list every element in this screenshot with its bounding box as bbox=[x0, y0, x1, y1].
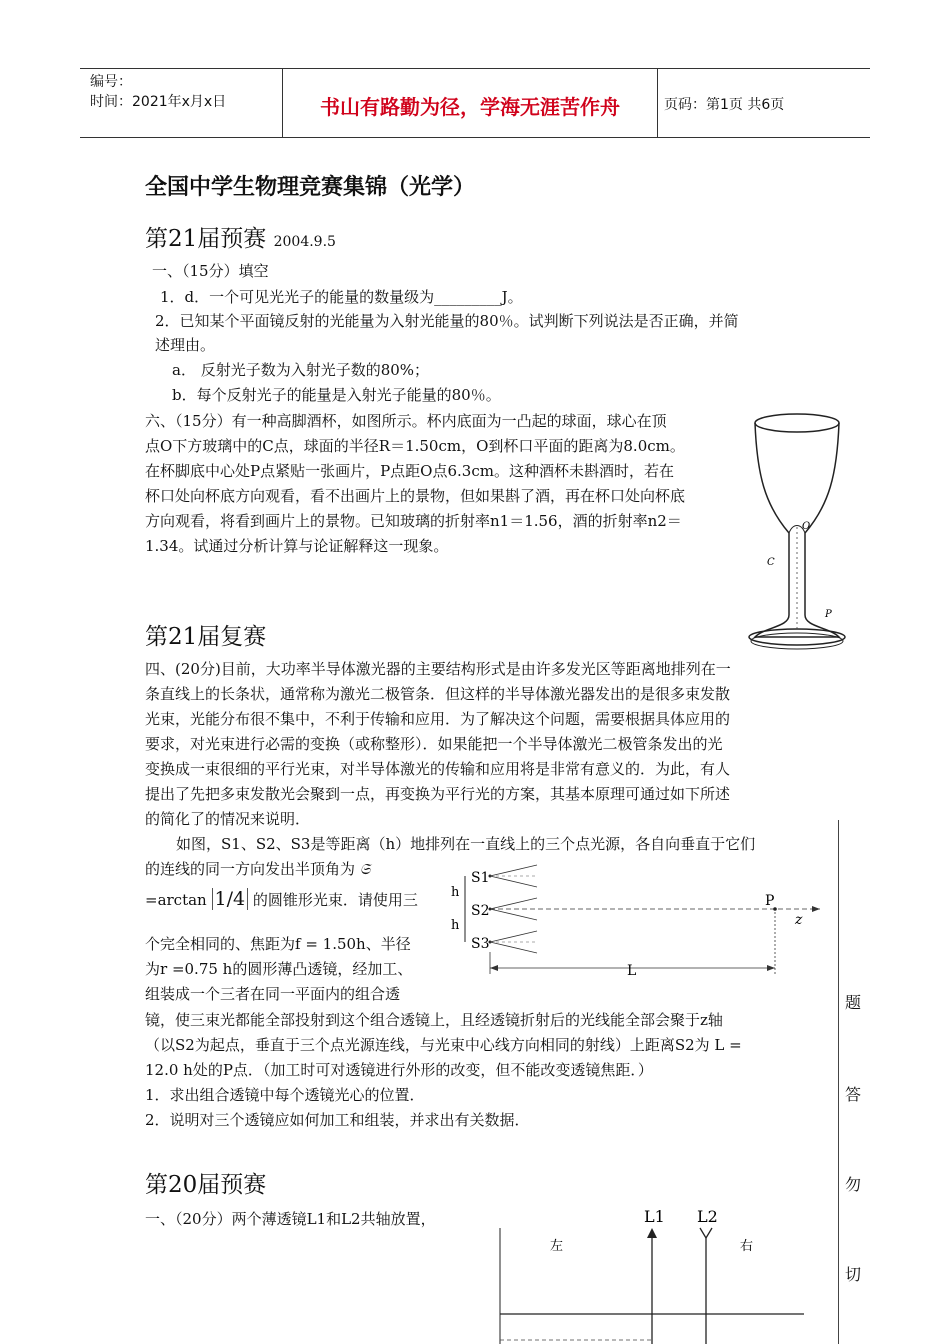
text-line bbox=[145, 857, 370, 881]
text-line: 一、（20分）两个薄透镜L1和L2共轴放置， bbox=[145, 1210, 436, 1228]
page-label: 页码：第1页 共6页 bbox=[664, 97, 785, 113]
text-line bbox=[145, 887, 418, 912]
text-line: 方向观看，将看到画片上的景物。已知玻璃的折射率n1＝1.56，酒的折射率n2＝ bbox=[145, 512, 682, 530]
text-line: 12.0 h处的P点．（加工时可对透镜进行外形的改变，但不能改变透镜焦距．） bbox=[145, 1061, 653, 1079]
text-line: 要求，对光束进行必需的变换（或称整形）．如果能把一个半导体激光二极管条发出的光 bbox=[145, 735, 723, 753]
text-line: 提出了先把多束发散光会聚到一点，再变换为平行光的方案，其基本原理可通过如下所述 bbox=[145, 785, 731, 803]
text-line: 杯口处向杯底方向观看，看不出画片上的景物，但如果斟了酒，再在杯口处向杯底 bbox=[145, 487, 686, 505]
text-line: 四、(20分)目前，大功率半导体激光器的主要结构形式是由许多发光区等距离地排列在一 bbox=[145, 660, 731, 678]
label-h: h bbox=[451, 885, 460, 900]
text-line: 一、（15分）填空 bbox=[152, 262, 269, 280]
label-l: L bbox=[627, 963, 637, 979]
side-notice-char: 勿 bbox=[845, 1175, 862, 1194]
alpha-symbol: 𝔖 bbox=[359, 860, 371, 878]
text-line: 1．求出组合透镜中每个透镜光心的位置． bbox=[145, 1086, 425, 1104]
label-left: 左 bbox=[550, 1239, 564, 1254]
time-label: 时间：2021年x月x日 bbox=[90, 94, 227, 110]
side-notice-char: 切 bbox=[845, 1265, 862, 1284]
text-line: 为r =0.75 h的圆形薄凸透镜，经加工、 bbox=[145, 960, 413, 978]
fraction: 1/4 bbox=[212, 888, 249, 910]
text-line: 变换成一束很细的平行光束，对半导体激光的传输和应用将是非常有意义的．为此，有人 bbox=[145, 760, 731, 778]
text-line: a． 反射光子数为入射光子数的80%； bbox=[172, 361, 430, 379]
text-line: 2．已知某个平面镜反射的光能量为入射光能量的80％。试判断下列说法是否正确，并简 bbox=[155, 312, 739, 330]
text-line: 条直线上的长条状，通常称为激光二极管条．但这样的半导体激光器发出的是很多束发散 bbox=[145, 685, 731, 703]
header-motto-cell bbox=[283, 69, 658, 137]
wine-glass-figure bbox=[745, 405, 855, 655]
section-date: 2004.9.5 bbox=[273, 234, 336, 250]
text-line: 点O下方玻璃中的C点，球面的半径R＝1.50cm，O到杯口平面的距离为8.0cm。 bbox=[145, 437, 685, 455]
label-z: z bbox=[795, 912, 803, 928]
text-line: b．每个反射光子的能量是入射光子能量的80％。 bbox=[172, 386, 501, 404]
text-line: 2．说明对三个透镜应如何加工和组装，并求出有关数据． bbox=[145, 1111, 530, 1129]
text-line: 镜，使三束光都能全部投射到这个组合透镜上，且经透镜折射后的光线能全部会聚于z轴 bbox=[145, 1011, 723, 1029]
section-title: 第20届预赛 bbox=[145, 1172, 267, 1198]
text-line: 如图，S1、S2、S3是等距离（h）地排列在一直线上的三个点光源，各自向垂直于它们 bbox=[176, 835, 756, 853]
text-line: 个完全相同的、焦距为f = 1.50h、半径 bbox=[145, 935, 411, 953]
text-line: 六、（15分）有一种高脚酒杯，如图所示。杯内底面为一凸起的球面，球心在顶 bbox=[145, 412, 667, 430]
label-h: h bbox=[451, 918, 460, 933]
header-page-cell bbox=[658, 69, 870, 137]
text-line: 1.34。试通过分析计算与论证解释这一现象。 bbox=[145, 537, 449, 555]
text-line: 光束，光能分布很不集中，不利于传输和应用．为了解决这个问题，需要根据具体应用的 bbox=[145, 710, 731, 728]
section-title: 第21届复赛 bbox=[145, 624, 267, 650]
label-p: P bbox=[825, 609, 832, 620]
side-notice-char: 题 bbox=[845, 993, 862, 1012]
section-title-text: 第21届预赛 bbox=[145, 226, 267, 252]
label-s3: S3 bbox=[471, 936, 490, 952]
label-c: C bbox=[767, 557, 775, 568]
text-line: 述理由。 bbox=[155, 336, 216, 354]
two-lens-diagram bbox=[492, 1200, 807, 1344]
label-l2: L2 bbox=[697, 1207, 718, 1226]
label-s1: S1 bbox=[471, 870, 490, 886]
section-title bbox=[145, 220, 336, 253]
doc-title: 全国中学生物理竞赛集锦（光学） bbox=[145, 175, 476, 200]
text-line: 组装成一个三者在同一平面内的组合透 bbox=[145, 985, 401, 1003]
page-header bbox=[80, 68, 870, 138]
text-line: 在杯脚底中心处P点紧贴一张画片，P点距O点6.3cm。这种酒杯未斟酒时，若在 bbox=[145, 462, 674, 480]
light-source-diagram bbox=[445, 862, 830, 982]
label-l1: L1 bbox=[644, 1207, 665, 1226]
number-label: 编号： bbox=[90, 74, 132, 90]
text-fragment: =arctan bbox=[145, 891, 207, 909]
label-right: 右 bbox=[740, 1239, 754, 1254]
text-line: （以S2为起点，垂直于三个点光源连线，与光束中心线方向相同的射线）上距离S2为 L = bbox=[145, 1036, 742, 1054]
label-o: O bbox=[802, 521, 811, 532]
side-notice-char: 答 bbox=[845, 1085, 862, 1104]
text-fragment: 的圆锥形光束．请使用三 bbox=[252, 891, 418, 909]
label-p: P bbox=[765, 893, 775, 909]
label-s2: S2 bbox=[471, 903, 490, 919]
motto: 书山有路勤为径，学海无涯苦作舟 bbox=[320, 95, 620, 119]
margin-divider bbox=[838, 820, 839, 1344]
text-fragment: 的连线的同一方向发出半顶角为 bbox=[145, 860, 356, 878]
text-line: 的简化了的情况来说明． bbox=[145, 810, 311, 828]
text-line: 1．d．一个可见光光子的能量的数量级为_________J。 bbox=[160, 288, 523, 306]
header-info-cell bbox=[80, 69, 283, 137]
